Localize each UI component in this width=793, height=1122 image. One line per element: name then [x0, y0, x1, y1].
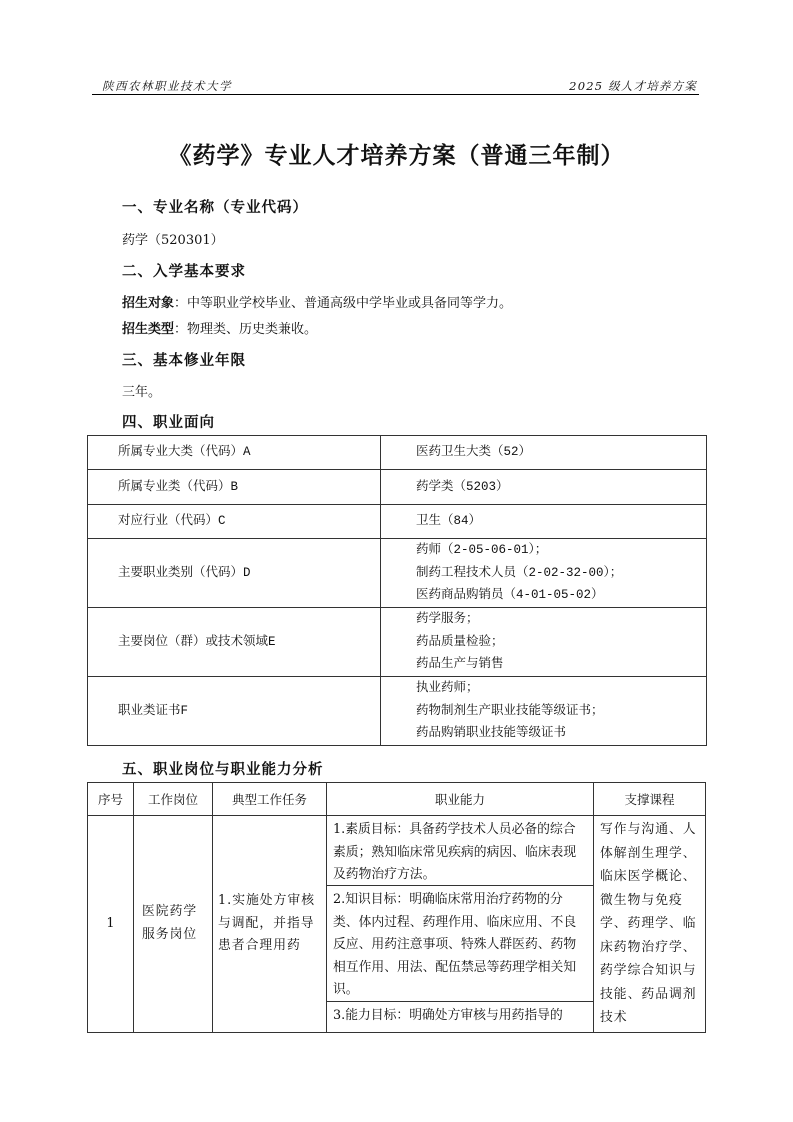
cell-post: 医院药学服务岗位	[134, 816, 213, 1033]
cell-courses: 写作与沟通、人体解剖生理学、临床医学概论、微生物与免疫学、药理学、临床药物治疗学、药学综合知识与技能、药品调剂技术	[594, 816, 706, 1033]
study-years: 三年。	[122, 385, 162, 400]
row-value: 药师（2-05-06-01）； 制药工程技术人员（2-02-32-00）； 医药商品购销员（4-01-05-02）	[381, 539, 707, 608]
row-value: 医药卫生大类（52）	[381, 436, 707, 470]
table-header-row	[88, 783, 706, 816]
row-value: 药学服务； 药品质量检验； 药品生产与销售	[381, 608, 707, 677]
major-name-code: 药学（520301）	[122, 233, 224, 248]
row-key: 职业类证书F	[88, 677, 381, 746]
col-header-no: 序号	[88, 783, 134, 816]
career-orientation-table	[87, 435, 707, 746]
enrollment-type-label: 招生类型	[122, 322, 175, 337]
table-row	[88, 608, 707, 677]
enrollment-target-text: 中等职业学校毕业、普通高级中学毕业或具备同等学力。	[187, 296, 513, 311]
table-row	[88, 816, 706, 1033]
row-key: 主要岗位（群）或技术领域E	[88, 608, 381, 677]
ability-knowledge: 2.知识目标：明确临床常用治疗药物的分类、体内过程、药理作用、临床应用、不良反应、用药注意事项、特殊人群医药、药物相互作用、用法、配伍禁忌等药理学相关知识。	[327, 885, 593, 1001]
job-ability-table	[87, 782, 706, 1033]
col-header-ability: 职业能力	[327, 783, 594, 816]
section-3-heading: 三、基本修业年限	[122, 353, 246, 369]
ability-quality: 1.素质目标：具备药学技术人员必备的综合素质；熟知临床常见疾病的病因、临床表现及药物治疗方法。	[333, 822, 577, 882]
row-value: 卫生（84）	[381, 505, 707, 539]
col-header-post: 工作岗位	[134, 783, 213, 816]
enrollment-target: 招生对象：中等职业学校毕业、普通高级中学毕业或具备同等学力。	[122, 296, 513, 311]
section-4-heading: 四、职业面向	[122, 415, 215, 431]
header-university: 陕西农林职业技术大学	[102, 79, 232, 93]
table-row	[88, 539, 707, 608]
page-header	[100, 78, 699, 94]
col-header-courses: 支撑课程	[594, 783, 706, 816]
table-row	[88, 470, 707, 505]
row-key: 主要职业类别（代码）D	[88, 539, 381, 608]
section-2-heading: 二、入学基本要求	[122, 264, 246, 280]
table-row	[88, 677, 707, 746]
header-rule	[92, 94, 699, 95]
ability-skill: 3.能力目标：明确处方审核与用药指导的	[327, 1001, 593, 1029]
table-row	[88, 436, 707, 470]
section-5-heading: 五、职业岗位与职业能力分析	[122, 762, 324, 778]
document-title: 《药学》专业人才培养方案（普通三年制）	[168, 142, 625, 169]
enrollment-type-text: 物理类、历史类兼收。	[187, 322, 318, 337]
cell-no: 1	[88, 816, 134, 1033]
col-header-task: 典型工作任务	[213, 783, 327, 816]
row-value: 执业药师； 药物制剂生产职业技能等级证书； 药品购销职业技能等级证书	[381, 677, 707, 746]
table-row	[88, 505, 707, 539]
row-key: 所属专业类（代码）B	[88, 470, 381, 505]
row-value: 药学类（5203）	[381, 470, 707, 505]
cell-task: 1.实施处方审核与调配，并指导患者合理用药	[213, 816, 327, 1033]
enrollment-type: 招生类型：物理类、历史类兼收。	[122, 322, 318, 337]
section-1-heading: 一、专业名称（专业代码）	[122, 200, 308, 216]
row-key: 对应行业（代码）C	[88, 505, 381, 539]
row-key: 所属专业大类（代码）A	[88, 436, 381, 470]
enrollment-target-label: 招生对象	[122, 296, 175, 311]
header-doc-label: 2025 级人才培养方案	[569, 79, 697, 93]
cell-abilities	[327, 816, 594, 1033]
